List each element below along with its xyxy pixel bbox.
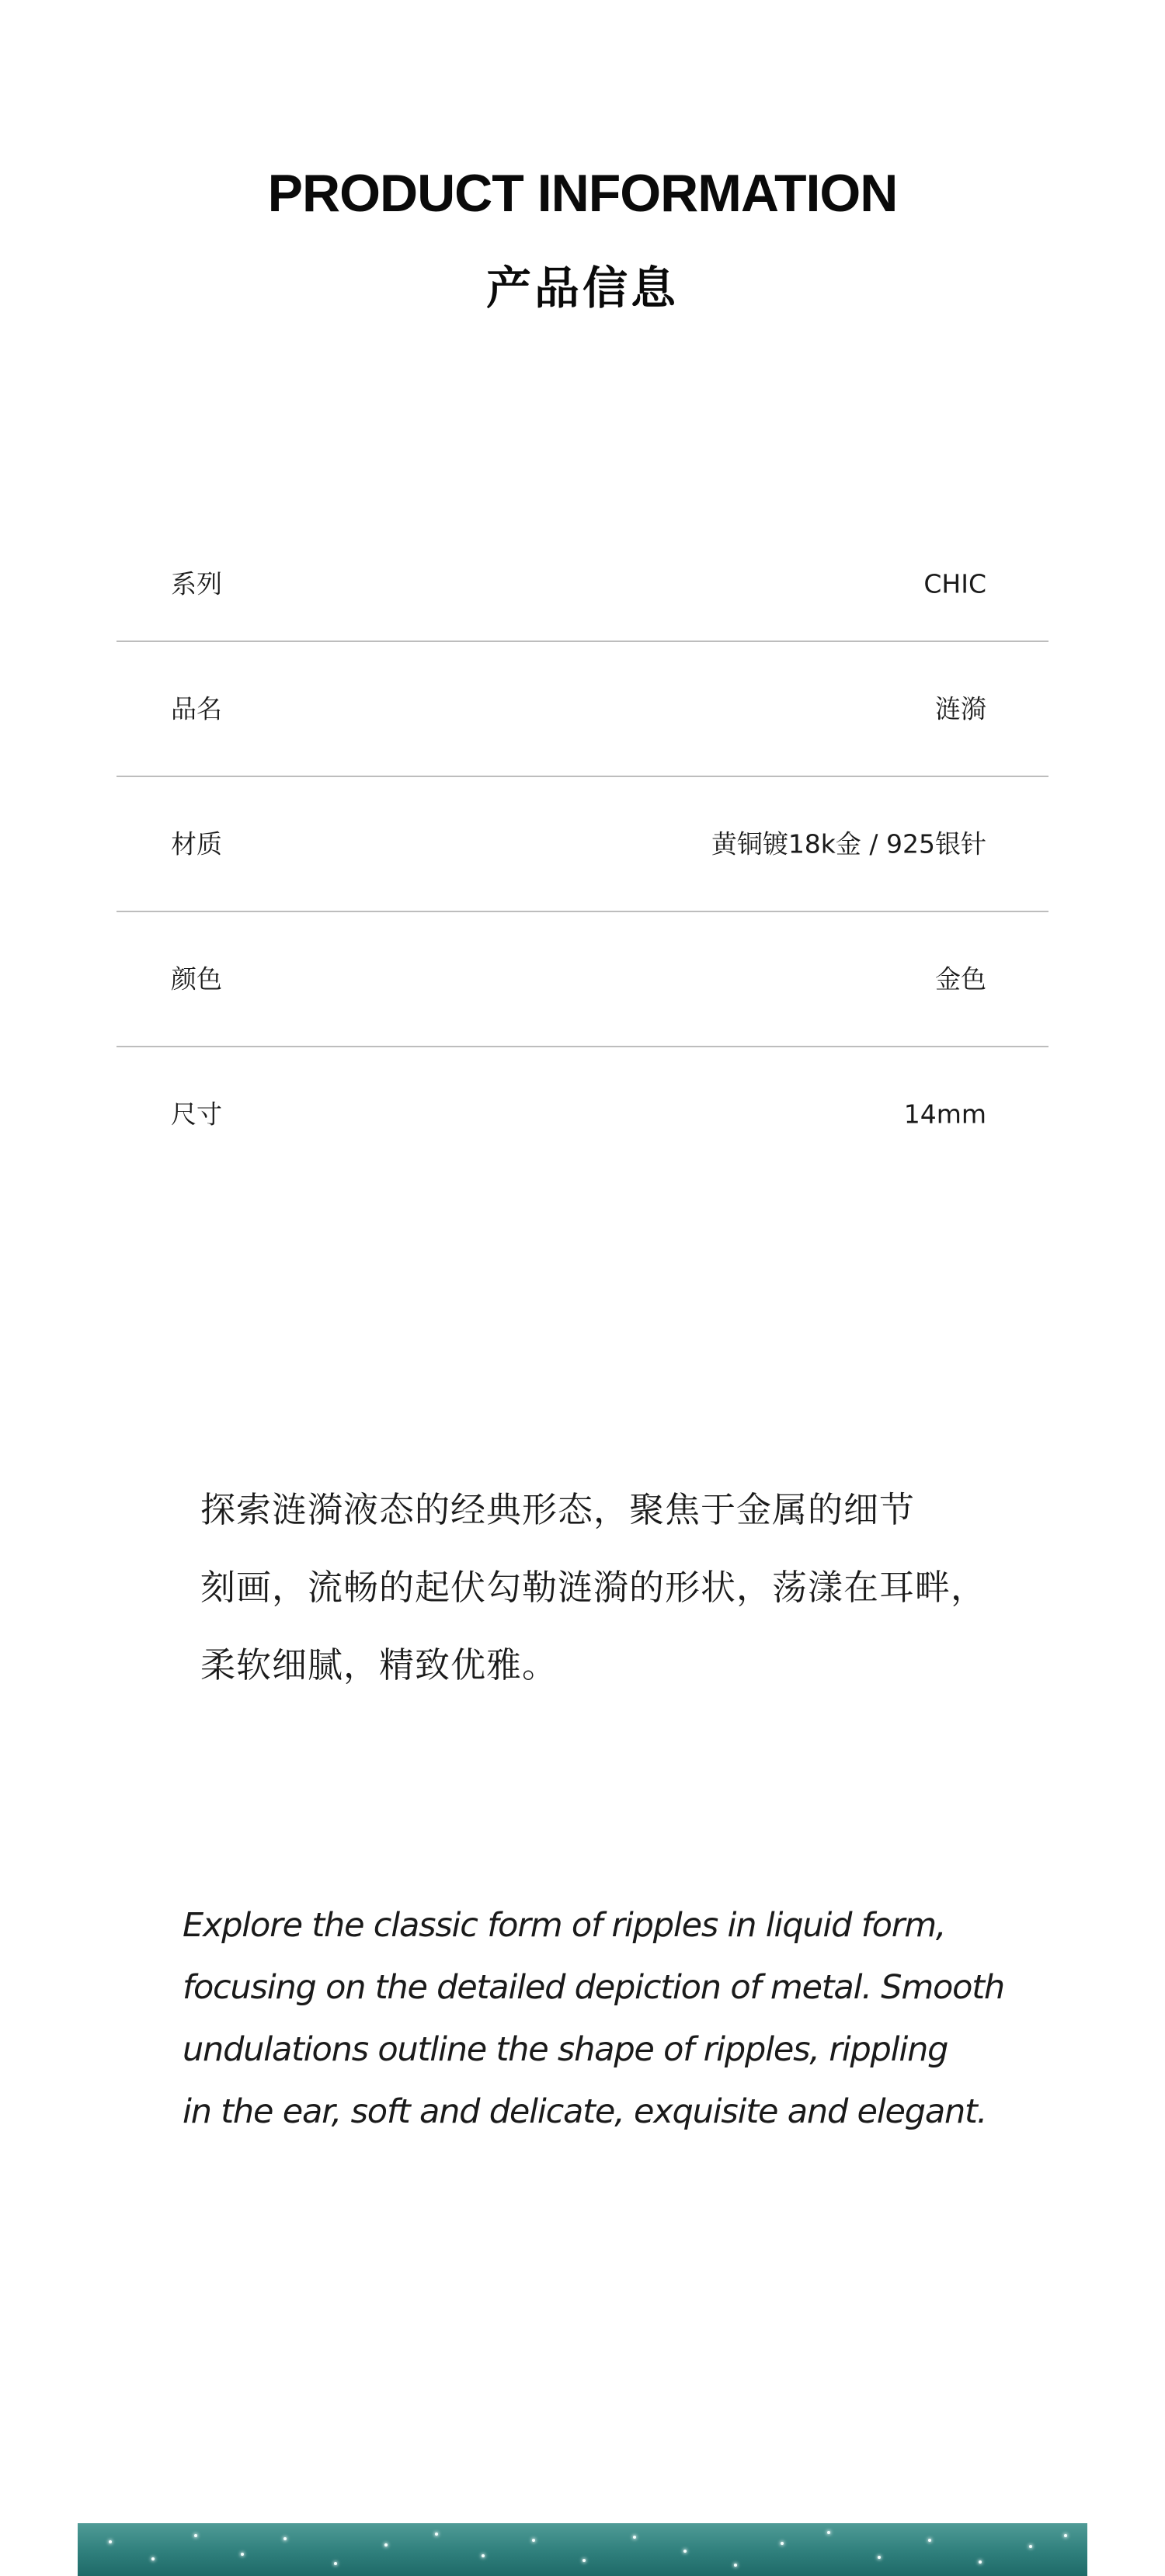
spec-value: 涟漪: [935, 693, 986, 724]
description-cn-line: 刻画，流畅的起伏勾勒涟漪的形状，荡漾在耳畔，: [200, 1567, 987, 1608]
description-cn-line: 柔软细腻，精致优雅。: [200, 1644, 558, 1686]
description-cn-line: 探索涟漪液态的经典形态，聚焦于金属的细节: [200, 1489, 916, 1530]
spec-label: 材质: [171, 828, 222, 859]
spec-value: 14mm: [903, 1099, 986, 1130]
description-chinese: [200, 1471, 1016, 1704]
description-en-line: Explore the classic form of ripples in liquid form,: [183, 1906, 946, 1945]
spec-value: 金色: [935, 963, 986, 995]
spec-value: 黄铜镀18k金 / 925银针: [711, 828, 986, 859]
page-title-en: PRODUCT INFORMATION: [267, 164, 898, 223]
description-en-line: undulations outline the shape of ripples, rippling: [183, 2030, 948, 2069]
spec-label: 系列: [171, 568, 222, 599]
description-english: [183, 1894, 1021, 2143]
description-en-line: in the ear, soft and delicate, exquisite and elegant.: [183, 2092, 987, 2131]
spec-label: 尺寸: [171, 1099, 222, 1130]
spec-row-size: [116, 1047, 1048, 1181]
spec-label: 颜色: [171, 963, 222, 995]
spec-row-series: [116, 520, 1048, 642]
description-en-line: focusing on the detailed depiction of metal. Smooth: [183, 1968, 1004, 2007]
spec-row-color: [116, 912, 1048, 1047]
product-spec-table: [116, 520, 1048, 1181]
spec-row-material: [116, 777, 1048, 912]
spec-label: 品名: [171, 693, 222, 724]
spec-row-name: [116, 642, 1048, 777]
page-title-cn: 产品信息: [485, 262, 679, 314]
spec-value: CHIC: [923, 568, 986, 599]
water-ripple-image: [78, 2523, 1087, 2576]
